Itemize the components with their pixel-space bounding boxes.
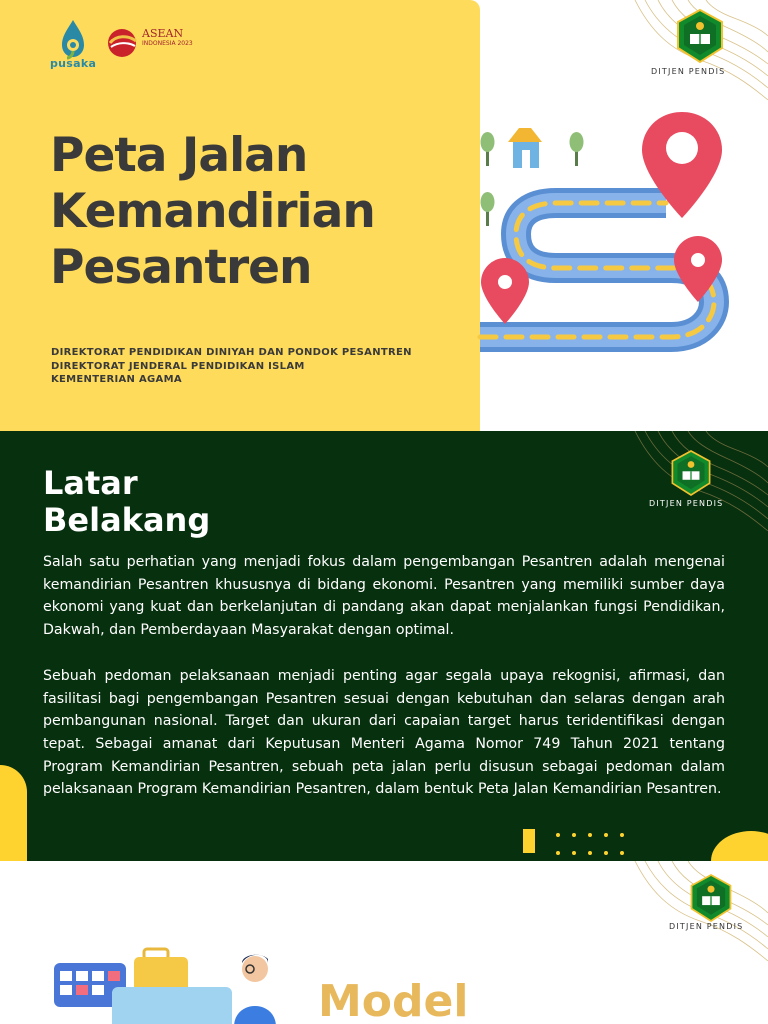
yellow-bump-decoration <box>711 831 768 861</box>
dot-grid-decoration <box>552 831 632 861</box>
page-title <box>50 128 470 296</box>
briefcase-icon <box>134 949 188 993</box>
asean-sub-label: INDONESIA 2023 <box>142 40 193 47</box>
yellow-bar-decoration <box>523 829 535 853</box>
section-heading <box>43 465 210 539</box>
house-icon <box>508 128 542 168</box>
ditjen-pendis-label: DITJEN PENDIS <box>651 67 726 76</box>
title-line-1: Peta Jalan <box>50 128 308 183</box>
ditjen-pendis-label: DITJEN PENDIS <box>669 922 744 931</box>
model-heading: Model <box>318 976 469 1024</box>
kemenag-emblem-icon <box>669 449 713 497</box>
pusaka-label: pusaka <box>50 57 97 70</box>
paragraph-1: Salah satu perhatian yang menjadi fokus dalam pengembangan Pesantren adalah mengenai kemandirian Pesantren khususnya di bidang ekonomi. Pesantren yang memiliki sumber daya ekonomi yang kuat dan berkelanjutan di pandang akan dapat menjalankan fungsi Pendidikan, Dakwah, dan Pemberdayaan Masyarakat dengan optimal. <box>43 554 725 639</box>
title-line-3: Pesantren <box>50 240 312 295</box>
yellow-tab-decoration <box>0 765 27 861</box>
map-pin-icon <box>481 258 529 324</box>
kemenag-emblem-icon <box>688 873 734 923</box>
subtitle-line-3: KEMENTERIAN AGAMA <box>51 374 182 385</box>
institution-subtitle <box>51 346 461 387</box>
heading-line-2: Belakang <box>43 501 211 539</box>
model-section <box>0 861 768 1024</box>
background-section <box>0 431 768 861</box>
paragraph-2: Sebuah pedoman pelaksanaan menjadi penting agar segala upaya rekognisi, afirmasi, dan fasilitasi bagi pengembangan Pesantren sesuai dengan kebutuhan dan selaras dengan arah pembangunan nasional. Target dan ukuran dari capaian target harus teridentifikasi dengan tepat. Sebagai amanat dari Keputusan Menteri Agama Nomor 749 Tahun 2021 tentang Program Kemandirian Pesantren, sebuah peta jalan perlu disusun sebagai pedoman dalam pelaksanaan Program Kemandirian Pesantren, dalam bentuk Peta Jalan Kemandirian Pesantren. <box>43 667 725 798</box>
title-line-2: Kemandirian <box>50 184 375 239</box>
background-body-text <box>43 551 725 824</box>
asean-label: ASEAN <box>142 27 184 40</box>
subtitle-line-2: DIREKTORAT JENDERAL PENDIDIKAN ISLAM <box>51 360 305 372</box>
road-map-illustration <box>476 108 736 368</box>
kemenag-emblem-icon <box>674 8 726 64</box>
person-icon <box>234 955 276 1024</box>
subtitle-line-1: DIREKTORAT PENDIDIKAN DINIYAH DAN PONDOK PESANTREN <box>51 347 412 358</box>
ditjen-pendis-label: DITJEN PENDIS <box>649 499 724 508</box>
office-worker-illustration <box>52 947 292 1024</box>
cover-section <box>0 0 768 431</box>
heading-line-1: Latar <box>43 464 138 502</box>
